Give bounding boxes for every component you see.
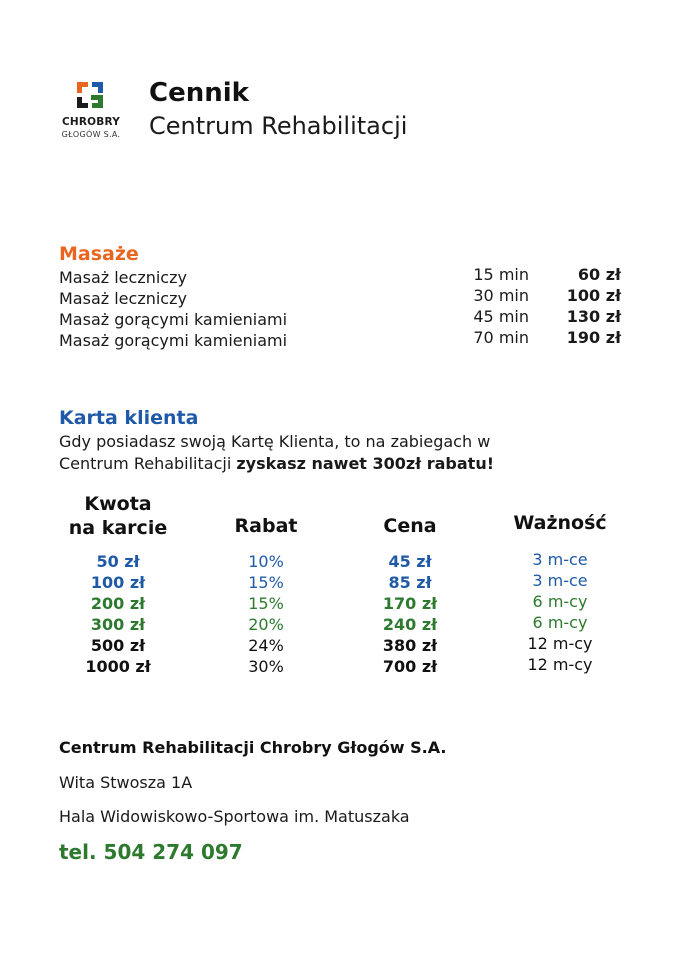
card-amount: 500 zł xyxy=(90,636,146,655)
card-discount: 15% xyxy=(248,573,284,592)
massage-duration: 70 min xyxy=(473,328,529,347)
card-validity: 3 m-ce xyxy=(532,571,588,590)
massage-price: 190 zł xyxy=(566,328,621,347)
massage-row xyxy=(59,307,621,331)
table-row xyxy=(0,636,678,657)
massage-row xyxy=(59,328,621,352)
card-price: 170 zł xyxy=(382,594,438,613)
header xyxy=(58,78,658,148)
card-validity: 12 m-cy xyxy=(527,655,593,674)
card-amount: 1000 zł xyxy=(85,657,151,676)
column-header-discount: Rabat xyxy=(234,515,298,537)
logo-subname: GŁOGÓW S.A. xyxy=(61,130,121,139)
card-discount: 10% xyxy=(248,552,284,571)
card-price: 45 zł xyxy=(388,552,432,571)
massage-row xyxy=(59,265,621,289)
footer-company-name: Centrum Rehabilitacji Chrobry Głogów S.A. xyxy=(59,738,447,757)
card-discount: 15% xyxy=(248,594,284,613)
table-row xyxy=(0,573,678,594)
massage-price: 60 zł xyxy=(577,265,621,284)
table-row xyxy=(0,552,678,573)
massages-title: Masaże xyxy=(59,243,139,265)
card-validity: 12 m-cy xyxy=(527,634,593,653)
card-price: 700 zł xyxy=(382,657,438,676)
card-amount: 50 zł xyxy=(96,552,140,571)
footer-address: Wita Stwosza 1A xyxy=(59,773,193,792)
column-header-amount-line1: Kwota xyxy=(84,493,152,515)
massage-name: Masaż leczniczy xyxy=(59,268,187,287)
card-validity: 3 m-ce xyxy=(532,550,588,569)
massage-duration: 45 min xyxy=(473,307,529,326)
table-row xyxy=(0,615,678,636)
massage-row xyxy=(59,286,621,310)
massage-name: Masaż gorącymi kamieniami xyxy=(59,310,288,329)
client-card-title: Karta klienta xyxy=(59,407,199,429)
massage-price: 100 zł xyxy=(566,286,621,305)
column-header-amount-line2: na karcie xyxy=(68,517,168,539)
footer-hall: Hala Widowiskowo-Sportowa im. Matuszaka xyxy=(59,807,410,826)
massage-name: Masaż leczniczy xyxy=(59,289,187,308)
massage-name: Masaż gorącymi kamieniami xyxy=(59,331,288,350)
card-price: 85 zł xyxy=(388,573,432,592)
page-title: Cennik xyxy=(149,78,249,108)
card-validity: 6 m-cy xyxy=(532,613,588,632)
card-discount: 24% xyxy=(248,636,284,655)
massage-price: 130 zł xyxy=(566,307,621,326)
footer-phone[interactable]: tel. 504 274 097 xyxy=(59,840,243,864)
chrobry-logo xyxy=(58,80,136,142)
page-subtitle: Centrum Rehabilitacji xyxy=(149,112,408,140)
massage-duration: 15 min xyxy=(473,265,529,284)
column-header-validity: Ważność xyxy=(513,512,607,534)
intro-line-2 xyxy=(59,453,619,475)
massage-price-list xyxy=(59,265,621,352)
card-amount: 200 zł xyxy=(90,594,146,613)
intro-line-1: Gdy posiadasz swoją Kartę Klienta, to na zabiegach w xyxy=(59,432,491,451)
card-discount: 20% xyxy=(248,615,284,634)
card-discount: 30% xyxy=(248,657,284,676)
massage-duration: 30 min xyxy=(473,286,529,305)
card-price: 380 zł xyxy=(382,636,438,655)
table-row xyxy=(0,594,678,615)
column-header-amount xyxy=(58,492,178,540)
column-header-price: Cena xyxy=(383,515,437,537)
intro-highlight: zyskasz nawet 300zł rabatu! xyxy=(236,454,494,473)
chrobry-logo-icon xyxy=(75,80,105,110)
card-amount: 100 zł xyxy=(90,573,146,592)
card-amount: 300 zł xyxy=(90,615,146,634)
intro-line-2-text: Centrum Rehabilitacji xyxy=(59,454,237,473)
logo-name: CHROBRY xyxy=(61,116,121,128)
client-card-intro xyxy=(59,431,619,475)
card-price: 240 zł xyxy=(382,615,438,634)
card-validity: 6 m-cy xyxy=(532,592,588,611)
table-row xyxy=(0,657,678,678)
